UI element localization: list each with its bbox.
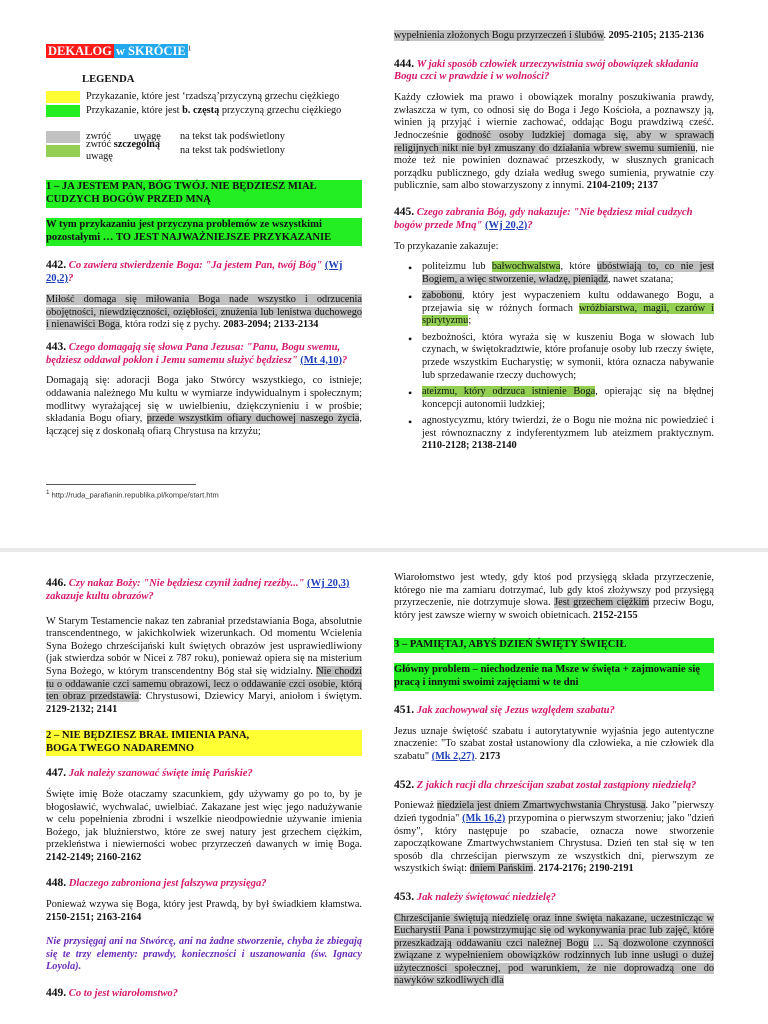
question-442: 442. Co zawiera stwierdzenie Boga: "Ja jestem Pan, twój Bóg" (Wj 20,2)? xyxy=(46,259,343,285)
commandment-2-header: 2 – NIE BĘDZIESZ BRAŁ IMIENIA PANA, BOGA TWEGO NADAREMNO xyxy=(46,730,362,756)
answer-451: Jezus uznaje świętość szabatu i autorytatywnie wyjaśnia jego autentyczne znaczenie: "To szabat został ustanowiony dla człowieka, a nie człowiek dla szabatu" (Mk 2,27). 2173 xyxy=(394,725,714,762)
doc-title xyxy=(46,44,362,60)
answer-444: Każdy człowiek ma prawo i obowiązek moralny poszukiwania prawdy, zwłaszcza w tym, co odnosi się do Boga i Jego Kościoła, a poznawszy ją, winien ją przyjąć i wiernie zachować, oddając Bogu prawdziwą cześć. Jednocześnie godność osoby ludzkiej domaga się, aby w sprawach religijnych nikt nie był zmuszany do działania wbrew swemu sumieniu, nie może też nie powinien doznawać przeszkody, w słusznych granicach porządku publicznego, gdy działa według swego sumienia, prywatnie czy publicznie, sam albo stowarzyszony z innymi. 2104-2109; 2137 xyxy=(394,92,715,192)
question-445: 445. Czego zabrania Bóg, gdy nakazuje: "Nie będziesz miał cudzych bogów przede Mną" (Wj 20,2)? xyxy=(394,205,693,231)
left-column-2 xyxy=(46,576,362,1009)
forbidden-list xyxy=(394,261,714,453)
answer-446: W Starym Testamencie nakaz ten zabraniał przedstawiania Boga, absolutnie transcendentnego, w jakichkolwiek wizerunkach. Od momentu Wcielenia Syna Bożego chrześcijański kult świętych obrazów jest usprawiedliwiony (jak stwierdza sobór w Nicei z 787 roku), ponieważ opiera się na misterium Syna Bożego, w którym transcendentny Bóg stał się widzialny. Nie chodzi tu o oddawanie czci samemu obrazowi, lecz o oddawanie czci osobie, którą ten obraz przedstawia: Chrystusowi, Dziewicy Maryi, aniołom i świętym. 2129-2132; 2141 xyxy=(46,615,362,715)
footnote: $^1$ http://ruda_parafianin.republika.pl/kompe/start.htm xyxy=(46,489,219,500)
question-446: 446. Czy nakaz Boży: "Nie będziesz czynił żadnej rzeźby..." (Wj 20,3) zakazuje kultu obrazów? xyxy=(46,577,350,602)
ref-wj-20-3[interactable]: (Wj 20,3) xyxy=(307,578,350,589)
legend-row-green xyxy=(46,104,362,118)
ref-wj-20-2[interactable]: (Wj 20,2) xyxy=(46,260,343,285)
legend-gray-a: zwróć xyxy=(86,131,112,143)
legend-row-yellow xyxy=(46,90,362,104)
legend-gray-c: na tekst tak podświetlony xyxy=(180,131,285,143)
question-443: 443. Czego domagają się słowa Pana Jezusa: "Panu, Bogu swemu, będziesz oddawał pokłon i Jemu samemu służyć będziesz" (Mt 4,10)? xyxy=(46,340,348,366)
question-452: 452. Z jakich racji dla chrześcijan szabat został zastąpiony niedzielą? xyxy=(394,778,697,791)
question-449: 449. Co to jest wiarołomstwo? xyxy=(46,986,178,999)
yellow-swatch xyxy=(46,91,80,103)
answer-449: Wiarołomstwo jest wtedy, gdy ktoś pod przysięgą składa przyrzeczenie, którego nie ma zamiaru dotrzymać, lub gdy ktoś złożywszy pod przysięgą przyrzeczenie, nie dotrzymuje słowa. Jest grzechem ciężkim przeciw Bogu, który jest zawsze wierny w swoich obietnicach. 2152-2155 xyxy=(394,572,714,621)
legend-gray-b: uwagę xyxy=(134,131,161,143)
legend-olive-d: na tekst tak podświetlony xyxy=(180,145,285,157)
page-2 xyxy=(0,552,768,1024)
green-swatch xyxy=(46,105,80,117)
question-453: 453. Jak należy świętować niedzielę? xyxy=(394,890,556,903)
question-444: 444. W jaki sposób człowiek urzeczywistnia swój obowiązek składania Bogu czci w prawdzie i w wolności? xyxy=(394,57,699,83)
legend-green-text: Przykazanie, które jest b. częstą przyczyną grzechu ciężkiego xyxy=(86,105,342,117)
ref-wj-20-2-b[interactable]: (Wj 20,2) xyxy=(484,219,528,231)
answer-442: Miłość domaga się miłowania Boga nade wszystko i odrzucenia obojętności, niewdzięczności, oziębłości, znużenia lub lenistwa duchowego i nienawiści Boga, która rodzi się z pychy. 2083-2094; 2133-2134 xyxy=(46,294,362,331)
question-451: 451. Jak zachowywał się Jezus względem szabatu? xyxy=(394,703,615,716)
list-item: • zabobonu, który jest wypaczeniem kultu oddawanego Bogu, a przejawia się w różnych formach wróżbiarstwa, magii, czarów i spirytyzmu; xyxy=(394,290,714,328)
ref-mk-2-27[interactable]: (Mk 2,27) xyxy=(431,750,475,762)
commandment-3-header: 3 – PAMIĘTAJ, ABYŚ DZIEŃ ŚWIĘTY ŚWIĘCIŁ xyxy=(394,638,714,653)
left-column-1 xyxy=(46,44,362,500)
list-item: • politeizmu lub bałwochwalstwa, które ubóstwiają to, co nie jest Bogiem, a więc stworzenie, władzę, pieniądz, nawet szatana; xyxy=(394,261,714,286)
legend-heading: LEGENDA xyxy=(82,73,135,85)
commandment-3-problem: Główny problem – niechodzenie na Msze w święta + zajmowanie się pracą i innymi swoimi zajęciami w te dni xyxy=(394,663,714,691)
answer-453: Chrześcijanie świętują niedzielę oraz inne święta nakazane, uczestnicząc w Eucharystii Pana i powstrzymując się od wykonywania prac lub zajęć, które przeszkadzają oddawaniu czci należnej Bogu … Są dozwolone czynności związane z wypełnieniem obowiązków rodzinnych lub inne usługi o dużej użyteczności społecznej, pod warunkiem, że nie doprowadzą one do nawyków szkodliwych dla xyxy=(394,912,715,987)
commandment-1-header: 1 – JA JESTEM PAN, BÓG TWÓJ. NIE BĘDZIESZ MIAŁ CUDZYCH BOGÓW PRZED MNĄ xyxy=(46,180,362,208)
olive-swatch xyxy=(46,145,80,157)
title-footnote-mark: 1 xyxy=(187,44,192,53)
list-item: • agnostycyzmu, który twierdzi, że o Bogu nie można nic powiedzieć i jest równoznaczny z indyferentyzmem lub ateizmem praktycznym. 2110-2128; 2138-2140 xyxy=(394,415,714,453)
answer-447: Święte imię Boże otaczamy szacunkiem, gdy używamy go po to, by je błogosławić, wychwalać, uwielbiać. Zakazane jest więc jego nadużywanie w celu popełnienia zbrodni i wszelkie nieodpowiednie używanie imienia Bożego, jak bluźnierstwo, które ze swej natury jest grzechem ciężkim, przekleństwa i niewierności wobec przyrzeczeń dawanych w imię Boga. 2142-2149; 2160-2162 xyxy=(46,788,362,863)
legend-olive-ab: zwróć szczególną uwagę xyxy=(86,138,161,163)
ref-mt-4-10[interactable]: (Mt 4,10) xyxy=(300,354,343,366)
question-448: 448. Dlaczego zabroniona jest fałszywa przysięga? xyxy=(46,877,267,890)
question-447: 447. Jak należy szanować święte imię Pańskie? xyxy=(46,767,253,780)
legend-yellow-text: Przykazanie, które jest ‘rzadszą’przyczyną grzechu ciężkiego xyxy=(86,91,340,103)
title-w-skrocie: w SKRÓCIE xyxy=(115,44,186,58)
legend-row-olive xyxy=(46,138,362,163)
answer-448: Ponieważ wzywa się Boga, który jest Prawdą, by był świadkiem kłamstwa. 2150-2151; 2163-2164 xyxy=(46,899,362,923)
answer-452: Ponieważ niedziela jest dniem Zmartwychwstania Chrystusa. Jako "pierwszy dzień tygodnia" (Mk 16,2) przypomina o pierwszym stworzeniu; jako "dzień ósmy", który następuje po szabacie, oznacza nowe stworzenie zapoczątkowane Zmartwychwstaniem Chrystusa. Dzień ten stał się w ten sposób dla chrześcijan pierwszym ze wszystkich dni, pierwszym ze wszystkich świąt: dniem Pańskim. 2174-2176; 2190-2191 xyxy=(394,800,714,875)
right-column-1 xyxy=(394,30,714,461)
list-item: • ateizmu, który odrzuca istnienie Boga, opierając się na błędnej koncepcji autonomii ludzkiej; xyxy=(394,386,714,411)
title-dekalog: DEKALOG xyxy=(48,44,112,58)
right-column-2 xyxy=(394,572,714,996)
commandment-1-problem: W tym przykazaniu jest przyczyna problemów ze wszystkimi pozostałymi … TO JEST NAJWAŻNIEJSZE PRZYKAZANIE xyxy=(46,218,362,246)
ref-mk-16-2[interactable]: (Mk 16,2) xyxy=(462,812,506,824)
footnote-separator xyxy=(46,484,196,485)
gray-swatch xyxy=(46,131,80,143)
loyola-quote: Nie przysięgaj ani na Stwórcę, ani na żadne stworzenie, chyba że zbiegają się te trzy elementy: prawdy, konieczności i uszanowania (św. Ignacy Loyola). xyxy=(46,936,362,973)
list-item: • bezbożności, która wyraża się w kuszeniu Boga w słowach lub czynach, w świętokradztwie, które profanuje osoby lub rzeczy święte, przede wszystkim Eucharystię; w symonii, która oznacza nabywanie lub sprzedawanie rzeczy duchowych; xyxy=(394,332,714,382)
answer-443: Domagają się: adoracji Boga jako Stwórcy wszystkiego, co istnieje; oddawania należnego Mu kultu w wymiarze indywidualnym i społecznym; modlitwy wyrażającej się w uwielbieniu, dziękczynieniu i w prośbie; składania Bogu ofiary, przede wszystkim ofiary duchowej naszego życia, łączącej się z doskonałą ofiarą Chrystusa na krzyżu; xyxy=(46,375,362,437)
legend xyxy=(46,73,362,163)
answer-443-continued: wypełnienia złożonych Bogu przyrzeczeń i ślubów. 2095-2105; 2135-2136 xyxy=(394,30,704,41)
answer-445-intro: To przykazanie zakazuje: xyxy=(394,240,499,252)
